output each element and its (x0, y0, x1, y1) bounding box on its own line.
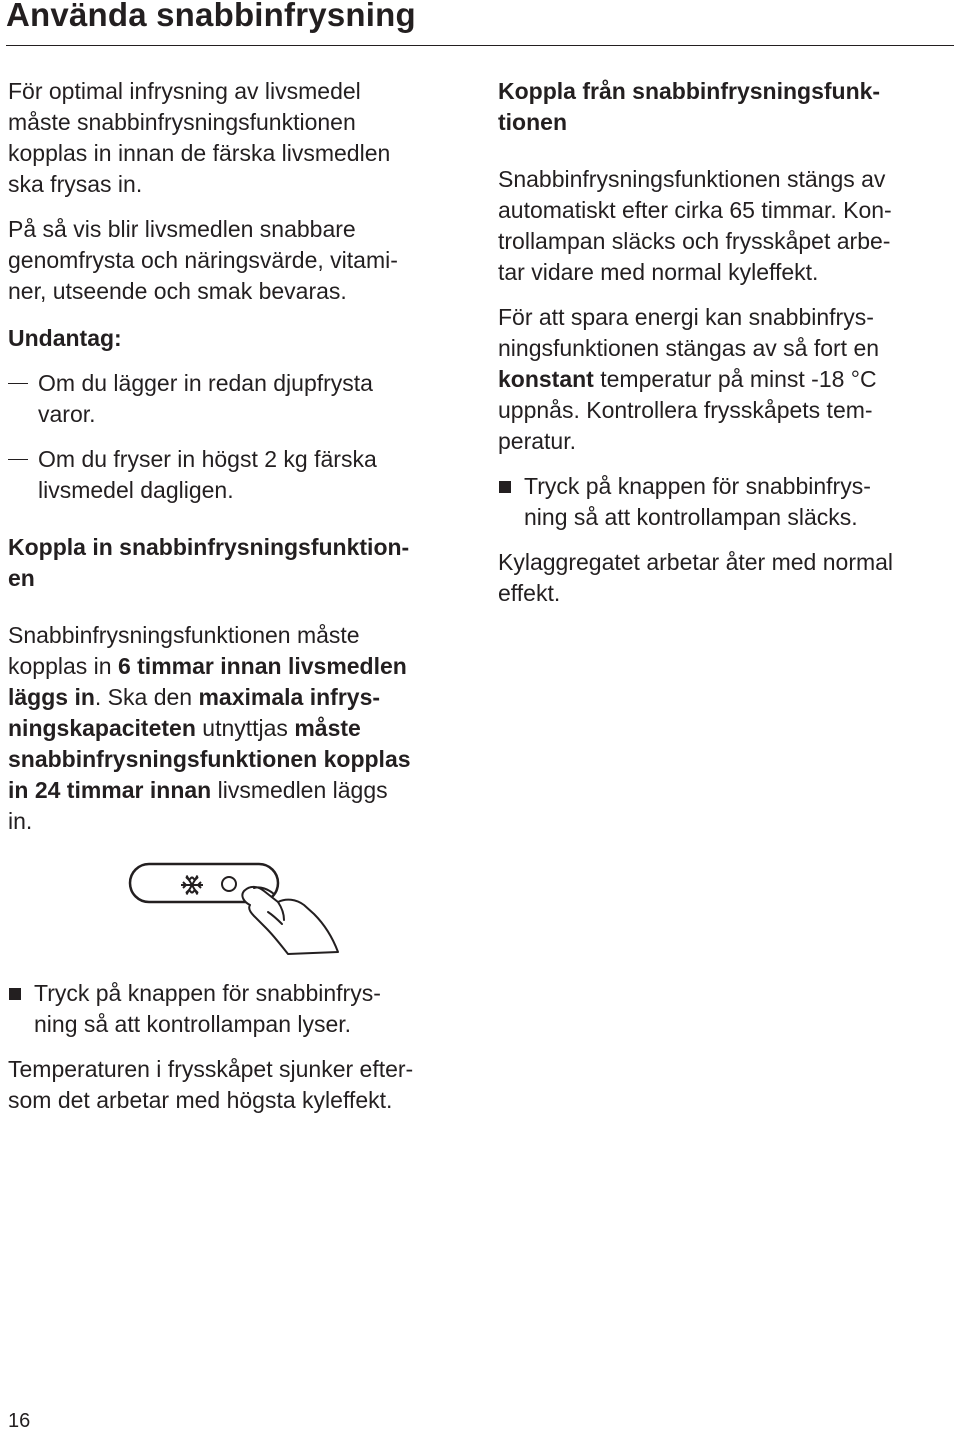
text-line: peratur. (498, 428, 576, 454)
text-line: varor. (38, 401, 96, 427)
text-line: effekt. (498, 580, 561, 606)
text-line: Om du lägger in redan djupfrysta (38, 370, 373, 396)
text-line: Tryck på knappen för snabbinfrys- (34, 980, 381, 1006)
text-line: På så vis blir livsmedlen snabbare (8, 216, 356, 242)
text-line: livsmedel dagligen. (38, 477, 234, 503)
square-bullet-icon (499, 481, 511, 493)
text-run: livsmedlen läggs (211, 777, 388, 803)
activation-steps (8, 978, 478, 1116)
page-title: Använda snabbinfrysning (6, 0, 416, 33)
exception-heading: Undantag: (8, 325, 122, 351)
text-line: Koppla in snabbinfrysningsfunktion- (8, 534, 410, 560)
text-line: automatiskt efter cirka 65 timmar. Kon- (498, 197, 892, 223)
text-line: Om du fryser in högst 2 kg färska (38, 446, 377, 472)
text-line: genomfrysta och näringsvärde, vitami- (8, 247, 398, 273)
hand-pressing-superfreeze-button-icon (128, 858, 350, 956)
square-bullet-icon (9, 988, 21, 1000)
text-line: Kylaggregatet arbetar åter med normal (498, 549, 894, 575)
emphasis: konstant (498, 366, 594, 392)
text-line: uppnås. Kontrollera frysskåpets tem- (498, 397, 873, 423)
intro-paragraph (8, 76, 478, 200)
section-heading-deactivate (498, 76, 958, 138)
activation-paragraph (8, 620, 478, 837)
text-line: trollampan släcks och frysskåpet arbe- (498, 228, 891, 254)
emphasis: 6 timmar innan livsmedlen (117, 653, 407, 679)
exception-item (8, 444, 478, 506)
text-line: För att spara energi kan snabbinfrys- (498, 304, 874, 330)
indicator-lamp-icon (222, 877, 236, 891)
emphasis: läggs in (8, 684, 95, 710)
text-line: tar vidare med normal kyleffekt. (498, 259, 819, 285)
auto-off-paragraph (498, 164, 958, 288)
text-line: in. (8, 808, 33, 834)
page-number: 16 (8, 1410, 31, 1432)
text-line: kopplas in innan de färska livsmedlen (8, 140, 391, 166)
text-line: som det arbetar med högsta kyleffekt. (8, 1087, 393, 1113)
text-line: ska frysas in. (8, 171, 143, 197)
text-line: För optimal infrysning av livsmedel (8, 78, 361, 104)
text-run: utnyttjas (195, 715, 295, 741)
dash-icon (8, 459, 28, 460)
left-column (8, 76, 478, 837)
text-line: Snabbinfrysningsfunktionen stängs av (498, 166, 886, 192)
emphasis: måste (294, 715, 361, 741)
result-paragraph (498, 547, 958, 609)
text-line: Tryck på knappen för snabbinfrys- (524, 473, 871, 499)
text-line: Temperaturen i frysskåpet sjunker efter- (8, 1056, 414, 1082)
text-run: kopplas in (8, 653, 118, 679)
emphasis: maximala infrys- (198, 684, 381, 710)
text-line: en (8, 565, 35, 591)
text-line: Snabbinfrysningsfunktionen måste (8, 622, 360, 648)
text-line: tionen (498, 109, 567, 135)
text-line: Koppla från snabbinfrysningsfunk- (498, 78, 881, 104)
text-line: ning så att kontrollampan lyser. (34, 1011, 352, 1037)
result-paragraph (8, 1054, 478, 1116)
instruction-step (8, 978, 478, 1040)
right-column (498, 76, 958, 609)
text-line: ning så att kontrollampan släcks. (524, 504, 858, 530)
text-line: ningsfunktionen stängas av så fort en (498, 335, 880, 361)
text-line: måste snabbinfrysningsfunktionen (8, 109, 356, 135)
text-run: temperatur på minst -18 °C (593, 366, 877, 392)
emphasis: in 24 timmar innan (8, 777, 212, 803)
snowflake-icon (181, 876, 203, 895)
section-heading-activate (8, 532, 478, 594)
instruction-step (498, 471, 958, 533)
text-line: ner, utseende och smak bevaras. (8, 278, 347, 304)
title-divider (6, 45, 954, 46)
energy-saving-paragraph (498, 302, 958, 457)
emphasis: snabbinfrysningsfunktionen kopplas (8, 746, 411, 772)
hand-icon (242, 887, 338, 954)
benefit-paragraph (8, 214, 478, 307)
emphasis: ningskapaciteten (8, 715, 196, 741)
dash-icon (8, 383, 28, 384)
exception-item (8, 368, 478, 430)
text-run: . Ska den (94, 684, 199, 710)
